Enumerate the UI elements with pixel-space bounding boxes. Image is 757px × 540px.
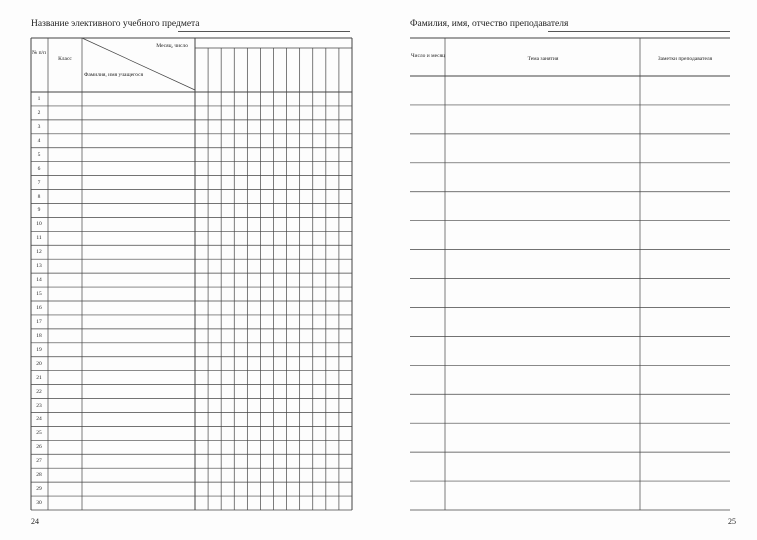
month-date-header: Месяц, число	[156, 43, 188, 49]
row-number: 20	[36, 360, 42, 367]
class-column-header: Класс	[58, 56, 72, 62]
row-number: 1	[37, 96, 41, 102]
row-number: 15	[36, 291, 42, 298]
right-page	[378, 0, 757, 540]
row-number: 5	[37, 151, 41, 158]
row-number: 2	[37, 109, 41, 116]
row-number: 11	[36, 235, 42, 242]
student-name-header: Фамилия, имя учащегося	[84, 72, 144, 78]
row-number: 7	[37, 179, 41, 186]
notes-column-header: Заметки преподавателя	[657, 56, 713, 62]
row-number: 16	[36, 305, 42, 311]
row-number: 9	[37, 207, 41, 214]
row-number: 22	[36, 388, 42, 395]
lesson-log-grid	[378, 0, 757, 540]
row-number: 24	[36, 416, 42, 423]
row-number: 21	[36, 374, 42, 381]
row-number: 28	[36, 472, 42, 479]
row-number: 8	[37, 193, 41, 200]
row-number: 3	[37, 123, 41, 130]
date-column-header: Число и месяц	[410, 53, 446, 59]
row-number: 23	[36, 402, 42, 409]
left-page-number: 24	[31, 517, 39, 526]
row-number: 19	[36, 346, 42, 353]
topic-column-header: Тема занятия	[527, 56, 559, 62]
number-column-header: № п/п	[31, 50, 47, 56]
row-number: 25	[36, 430, 42, 437]
row-number: 27	[36, 458, 42, 465]
row-number: 13	[36, 263, 42, 270]
row-number: 17	[36, 318, 42, 325]
teacher-name-label: Фамилия, имя, отчество преподавателя	[410, 19, 569, 29]
row-number: 29	[36, 486, 42, 493]
left-page	[0, 0, 378, 540]
row-number: 12	[36, 249, 42, 256]
row-number: 18	[36, 332, 42, 339]
row-number: 30	[36, 500, 42, 507]
row-number: 14	[36, 277, 42, 284]
right-page-number: 25	[728, 517, 736, 526]
attendance-grid	[0, 0, 378, 540]
subject-title-label: Название элективного учебного предмета	[31, 19, 200, 29]
row-number: 6	[37, 165, 41, 172]
row-number: 4	[37, 137, 41, 144]
row-number: 10	[36, 221, 42, 228]
row-number: 26	[36, 444, 42, 451]
